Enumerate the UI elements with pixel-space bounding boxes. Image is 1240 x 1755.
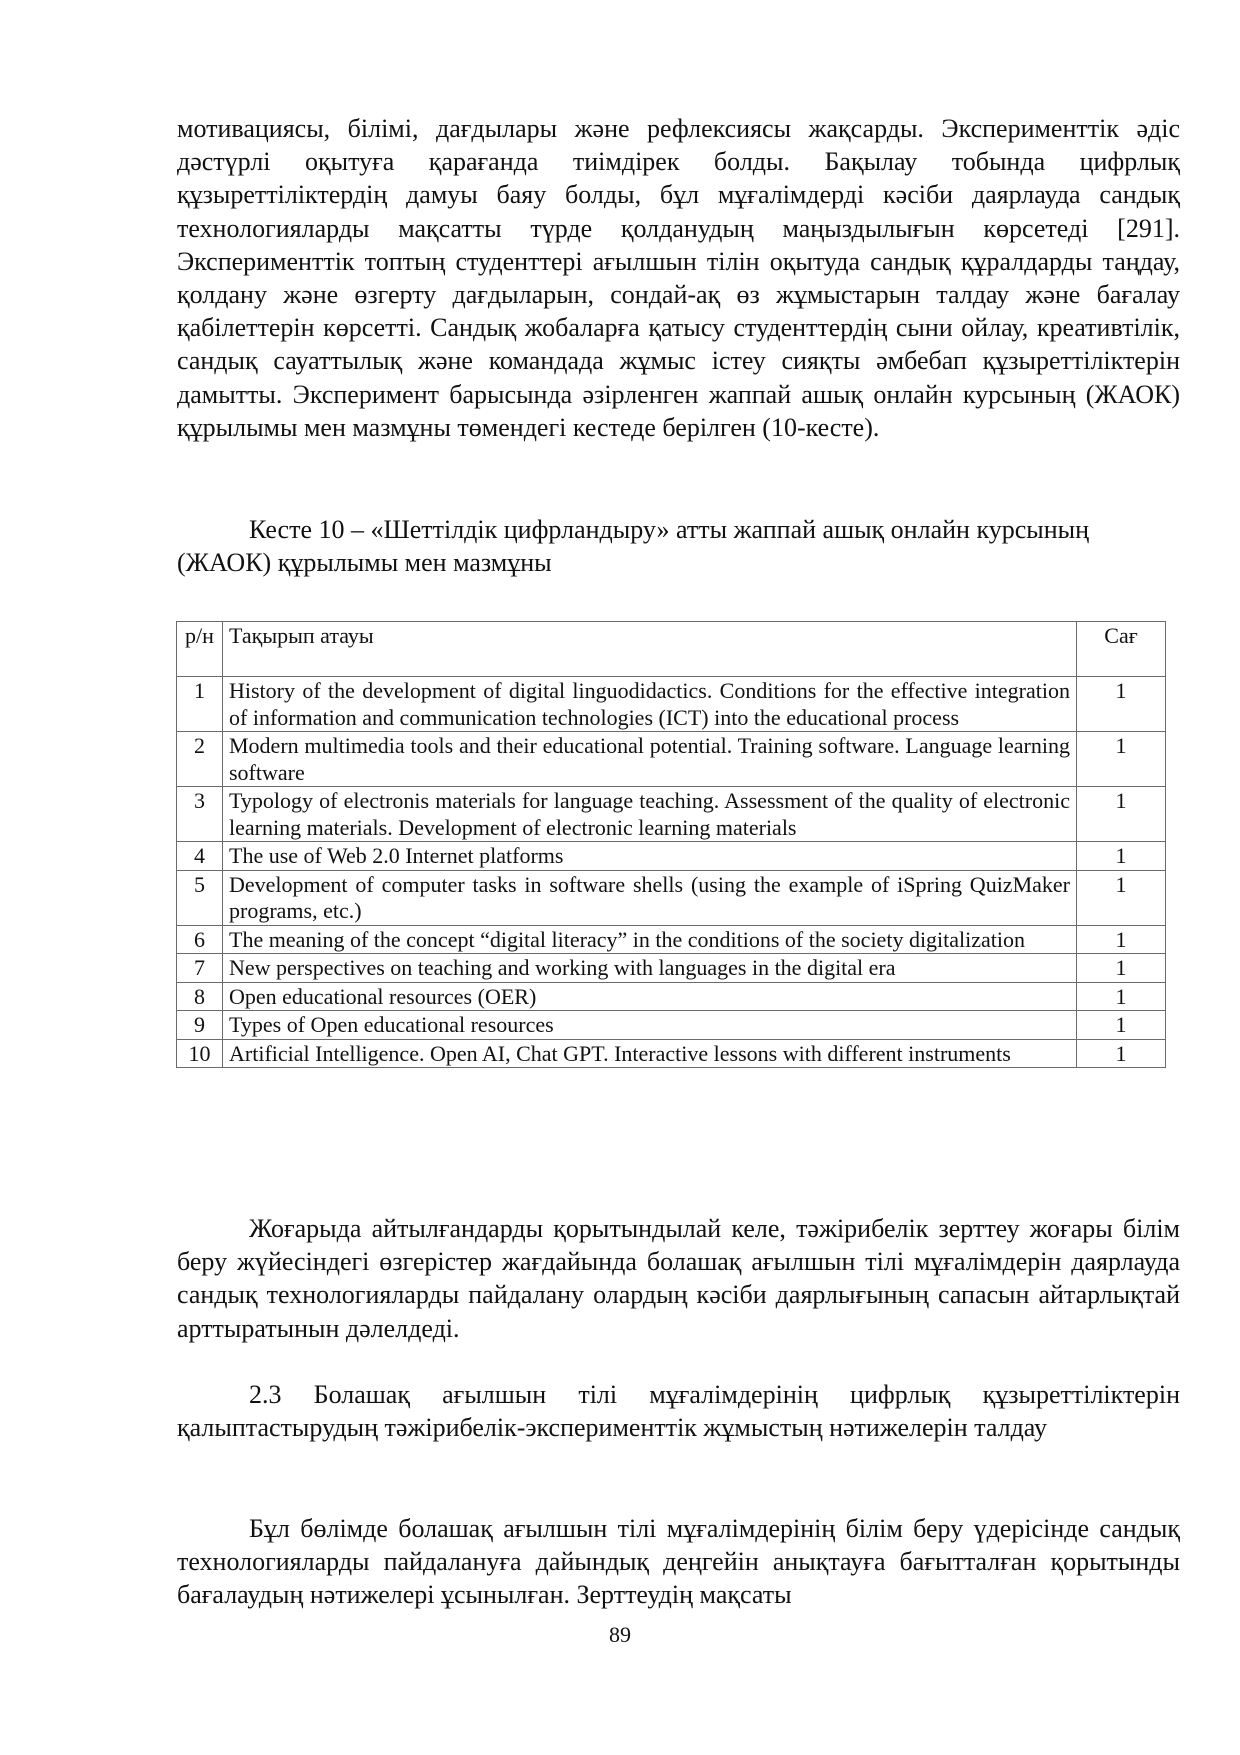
table-row <box>177 1011 1166 1040</box>
row-number: 8 <box>177 982 223 1011</box>
row-number: 2 <box>177 732 223 787</box>
table-row <box>177 787 1166 842</box>
table-caption: Кесте 10 – «Шеттілдік цифрландыру» атты жаппай ашық онлайн курсының (ЖАОК) құрылымы мен мазмұны <box>177 515 1090 577</box>
row-hours: 1 <box>1077 732 1166 787</box>
row-hours: 1 <box>1077 677 1166 732</box>
paragraph-3: Бұл бөлімде болашақ ағылшын тілі мұғалімдерінің білім беру үдерісінде сандық технологияларды пайдалануға дайындық деңгейін анықтауға бағытталған қорытынды бағалаудың нәтижелері ұсынылған. Зерттеудің мақсаты <box>177 1514 1180 1610</box>
header-number: р/н <box>177 622 223 677</box>
row-hours: 1 <box>1077 787 1166 842</box>
row-number: 1 <box>177 677 223 732</box>
paragraph-2: Жоғарыда айтылғандарды қорытындылай келе, тәжірибелік зерттеу жоғары білім беру жүйесіндегі өзгерістер жағдайында болашақ ағылшын тілі мұғалімдерін даярлауда сандық технологияларды пайдалану олардың кәсіби даярлығының сапасын айтарлықтай арттыратынын дәлелдеді. <box>177 1214 1180 1343</box>
table-header-row <box>177 622 1166 677</box>
row-hours: 1 <box>1077 1011 1166 1040</box>
row-topic: Modern multimedia tools and their educational potential. Training software. Language learning software <box>223 732 1077 787</box>
row-number: 10 <box>177 1039 223 1068</box>
row-topic: Open educational resources (OER) <box>223 982 1077 1011</box>
row-hours: 1 <box>1077 842 1166 871</box>
row-number: 6 <box>177 925 223 954</box>
table-row <box>177 982 1166 1011</box>
row-number: 5 <box>177 870 223 925</box>
row-topic: History of the development of digital linguodidactics. Conditions for the effective integration of information and communication technologies (ICT) into the educational process <box>223 677 1077 732</box>
table-row <box>177 1039 1166 1068</box>
row-hours: 1 <box>1077 954 1166 983</box>
page-number: 89 <box>609 1622 631 1647</box>
row-number: 7 <box>177 954 223 983</box>
row-number: 4 <box>177 842 223 871</box>
table-row <box>177 842 1166 871</box>
table-row <box>177 870 1166 925</box>
header-hours: Сағ <box>1077 622 1166 677</box>
table-row <box>177 677 1166 732</box>
table-row <box>177 954 1166 983</box>
row-topic: New perspectives on teaching and working with languages in the digital era <box>223 954 1077 983</box>
paragraph-1: мотивациясы, білімі, дағдылары және рефлексиясы жақсарды. Эксперименттік әдіс дәстүрлі оқытуға қарағанда тиімдірек болды. Бақылау тобында цифрлық құзыреттіліктердің дамуы баяу болды, бұл мұғалімдерді кәсіби даярлауда сандық технологияларды мақсатты түрде қолданудың маңыздылығын көрсетеді [291]. Эксперименттік топтың студенттері ағылшын тілін оқытуда сандық құралдарды таңдау, қолдану және өзгерту дағдыларын, сондай-ақ өз жұмыстарын талдау және бағалау қабілеттерін көрсетті. Сандық жобаларға қатысу студенттердің сыни ойлау, креативтілік, сандық сауаттылық және командада жұмыс істеу сияқты әмбебап құзыреттіліктерін дамытты. Эксперимент барысында әзірленген жаппай ашық онлайн курсының (ЖАОК) құрылымы мен мазмұны төмендегі кестеде берілген (10-кесте). <box>177 114 1180 442</box>
table-row <box>177 925 1166 954</box>
row-hours: 1 <box>1077 870 1166 925</box>
row-topic: Artificial Intelligence. Open AI, Chat GPT. Interactive lessons with different instruments <box>223 1039 1077 1068</box>
course-structure-table <box>176 621 1166 1068</box>
row-topic: The use of Web 2.0 Internet platforms <box>223 842 1077 871</box>
row-hours: 1 <box>1077 925 1166 954</box>
row-hours: 1 <box>1077 1039 1166 1068</box>
row-topic: Development of computer tasks in software shells (using the example of iSpring QuizMaker programs, etc.) <box>223 870 1077 925</box>
row-topic: Typology of electronis materials for language teaching. Assessment of the quality of electronic learning materials. Development of electronic learning materials <box>223 787 1077 842</box>
section-heading: 2.3 Болашақ ағылшын тілі мұғалімдерінің цифрлық құзыреттіліктерін қалыптастырудың тәжірибелік-эксперименттік жұмыстың нәтижелерін талдау <box>177 1380 1180 1442</box>
row-hours: 1 <box>1077 982 1166 1011</box>
row-topic: The meaning of the concept “digital literacy” in the conditions of the society digitalization <box>223 925 1077 954</box>
header-topic-title: Тақырып атауы <box>223 622 1077 677</box>
table-row <box>177 732 1166 787</box>
row-topic: Types of Open educational resources <box>223 1011 1077 1040</box>
row-number: 3 <box>177 787 223 842</box>
row-number: 9 <box>177 1011 223 1040</box>
